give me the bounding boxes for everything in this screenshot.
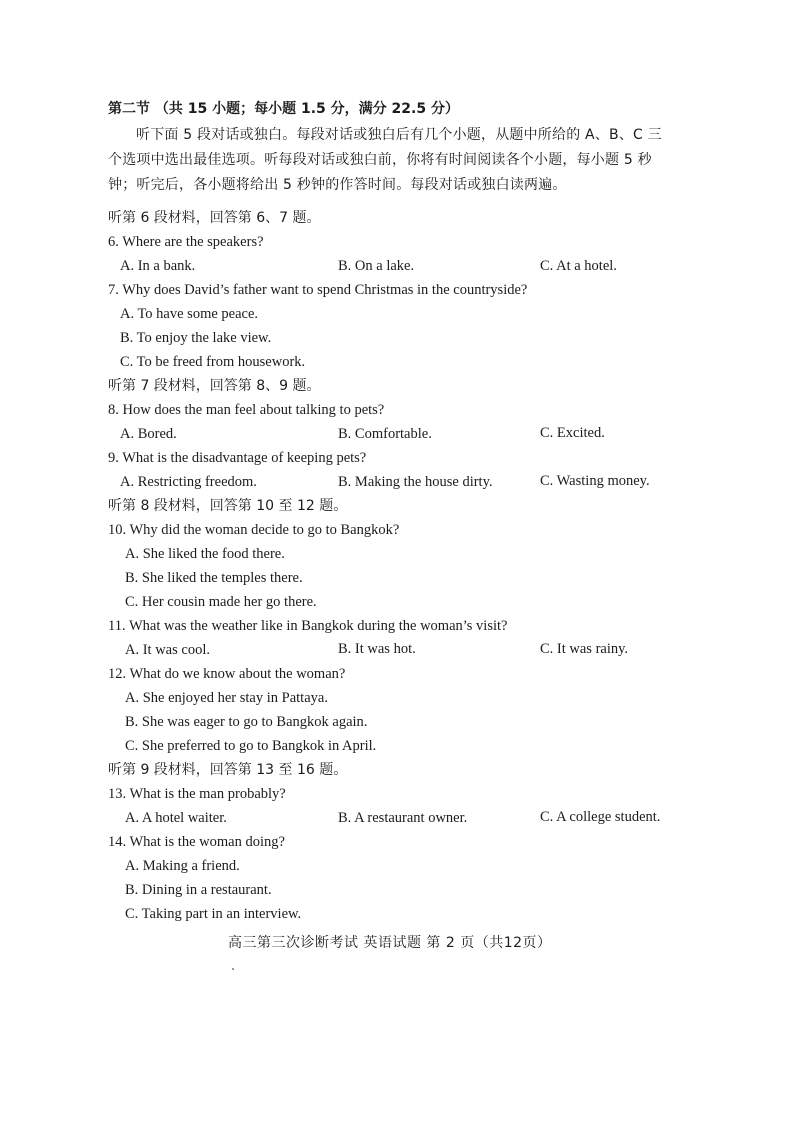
option-c[interactable]: C. At a hotel. [540, 258, 617, 274]
option-a[interactable]: A. Making a friend. [125, 858, 240, 874]
option-b[interactable]: B. It was hot. [338, 641, 416, 657]
question-stem: 12. What do we know about the woman? [108, 666, 346, 682]
question-stem: 14. What is the woman doing? [108, 834, 285, 850]
option-a[interactable]: A. She liked the food there. [125, 546, 285, 562]
question-stem: 7. Why does David’s father want to spend Christmas in the countryside? [108, 282, 528, 298]
option-a[interactable]: A. To have some peace. [120, 306, 259, 322]
question-stem: 8. How does the man feel about talking to pets? [108, 402, 385, 418]
option-b[interactable]: B. Making the house dirty. [338, 474, 493, 490]
option-b[interactable]: B. A restaurant owner. [338, 810, 468, 826]
option-c[interactable]: C. A college student. [540, 809, 661, 825]
question-stem: 10. Why did the woman decide to go to Bangkok? [108, 522, 400, 538]
option-a[interactable]: A. Restricting freedom. [120, 474, 257, 490]
question-stem: 9. What is the disadvantage of keeping pets? [108, 450, 367, 466]
option-b[interactable]: B. On a lake. [338, 258, 415, 274]
group-header: 听第 6 段材料，回答第 6、7 题。 [108, 210, 321, 226]
option-b[interactable]: B. Comfortable. [338, 426, 432, 442]
option-a[interactable]: A. She enjoyed her stay in Pattaya. [125, 690, 328, 706]
option-a[interactable]: A. It was cool. [125, 642, 210, 658]
option-a[interactable]: A. A hotel waiter. [125, 810, 227, 826]
option-c[interactable]: C. Wasting money. [540, 473, 650, 489]
intro-line-3: 钟；听完后，各小题将给出 5 秒钟的作答时间。每段对话或独白读两遍。 [108, 177, 567, 193]
question-stem: 13. What is the man probably? [108, 786, 286, 802]
option-b[interactable]: B. She was eager to go to Bangkok again. [125, 714, 368, 730]
option-c[interactable]: C. Excited. [540, 425, 605, 441]
group-header: 听第 8 段材料，回答第 10 至 12 题。 [108, 498, 348, 514]
group-header: 听第 9 段材料，回答第 13 至 16 题。 [108, 762, 348, 778]
option-b[interactable]: B. Dining in a restaurant. [125, 882, 272, 898]
option-b[interactable]: B. She liked the temples there. [125, 570, 303, 586]
option-c[interactable]: C. Her cousin made her go there. [125, 594, 317, 610]
option-b[interactable]: B. To enjoy the lake view. [120, 330, 272, 346]
question-stem: 6. Where are the speakers? [108, 234, 264, 250]
option-c[interactable]: C. She preferred to go to Bangkok in April. [125, 738, 377, 754]
option-c[interactable]: C. Taking part in an interview. [125, 906, 302, 922]
option-a[interactable]: A. In a bank. [120, 258, 196, 274]
option-a[interactable]: A. Bored. [120, 426, 177, 442]
section-title: 第二节 （共 15 小题；每小题 1.5 分，满分 22.5 分） [108, 101, 459, 117]
option-c[interactable]: C. It was rainy. [540, 641, 629, 657]
page-footer: 高三第三次诊断考试 英语试题 第 2 页（共12页） [228, 935, 552, 951]
intro-line-2: 个选项中选出最佳选项。听每段对话或独白前，你将有时间阅读各个小题，每小题 5 秒 [108, 152, 652, 168]
option-c[interactable]: C. To be freed from housework. [120, 354, 306, 370]
intro-line-1: 听下面 5 段对话或独白。每段对话或独白后有几个小题，从题中所给的 A、B、C 三 [136, 127, 662, 143]
question-stem: 11. What was the weather like in Bangkok during the woman’s visit? [108, 618, 508, 634]
scan-speck [232, 968, 234, 970]
group-header: 听第 7 段材料，回答第 8、9 题。 [108, 378, 321, 394]
